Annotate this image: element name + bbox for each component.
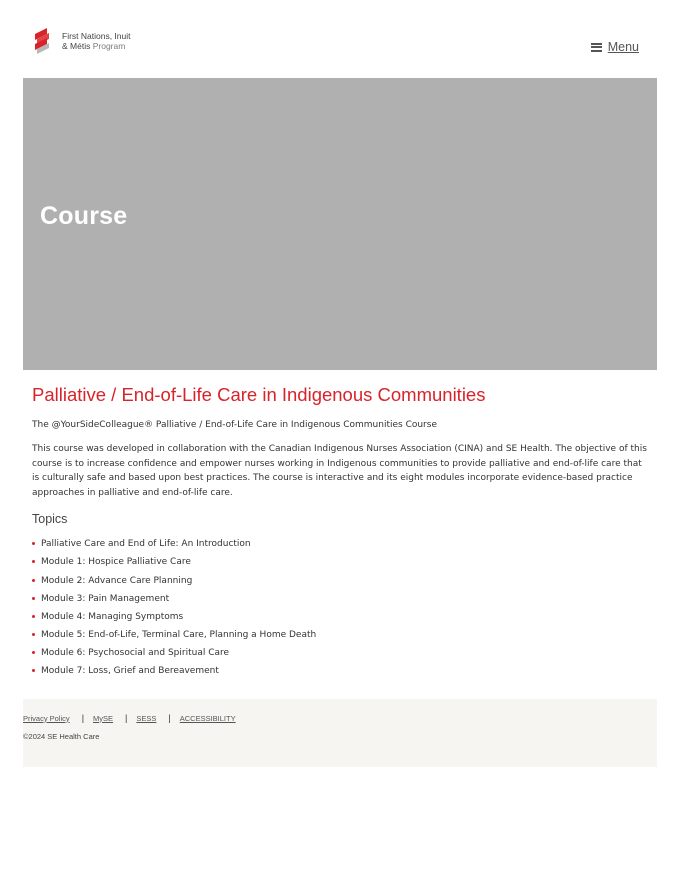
bullet-icon [32,615,35,618]
logo-line-2-accent: Program [92,41,126,51]
list-item [32,557,650,575]
bullet-icon [32,560,35,563]
myse-link[interactable]: MySE [93,713,114,723]
footer-links [23,713,236,723]
hamburger-icon [591,43,602,52]
main-content [32,384,650,684]
link-separator: | [81,713,85,723]
bullet-icon [32,542,35,545]
list-item [32,648,650,666]
topic-label: Palliative Care and End of Life: An Introduction [41,539,251,550]
bullet-icon [32,597,35,600]
copyright: ©2024 SE Health Care [23,732,100,741]
page-title: Palliative / End-of-Life Care in Indigenous Communities [32,384,486,405]
link-separator: | [125,713,128,723]
course-subtitle: The @YourSideColleague® Palliative / End-of-Life Care in Indigenous Communities Course [32,420,437,430]
list-item [32,594,650,612]
bullet-icon [32,669,35,672]
list-item [32,612,650,630]
logo-wordmark [62,31,131,51]
se-logo-icon [30,26,54,56]
topics-heading: Topics [32,512,68,527]
topic-label: Module 1: Hospice Palliative Care [41,557,191,568]
topic-label: Module 3: Pain Management [41,593,170,604]
privacy-policy-link[interactable]: Privacy Policy [23,713,70,723]
site-footer [23,699,657,767]
site-header [0,0,680,78]
logo-line-2-main: & Métis [62,41,91,51]
list-item [32,539,650,557]
logo-line-2 [62,41,131,51]
hero-title: Course [40,202,128,230]
bullet-icon [32,651,35,654]
topic-label: Module 6: Psychosocial and Spiritual Care [41,647,230,658]
menu-label: Menu [607,40,639,54]
topic-label: Module 4: Managing Symptoms [41,611,184,622]
logo-line-1: First Nations, Inuit [62,31,131,41]
hero-banner [23,78,657,370]
list-item [32,666,650,684]
bullet-icon [32,579,35,582]
link-separator: | [168,713,171,723]
program-logo[interactable] [30,26,131,56]
accessibility-link[interactable]: ACCESSIBILITY [179,713,236,723]
sess-link[interactable]: SESS [136,713,157,723]
menu-button[interactable] [591,40,639,54]
topic-label: Module 2: Advance Care Planning [41,575,193,586]
topic-label: Module 7: Loss, Grief and Bereavement [41,666,219,677]
course-description: This course was developed in collaboration with the Canadian Indigenous Nurses Association (CINA) and SE Health. The objective of this course is to increase confidence and empower nurses working in Indigenous communities to provide palliative and end-of-life care that is culturally safe and based upon best practices. The course is interactive and its eight modules incorporate evidence-based practice approaches in palliative and end-of-life care. [32,444,647,498]
topic-label: Module 5: End-of-Life, Terminal Care, Planning a Home Death [41,629,317,640]
list-item [32,630,650,648]
bullet-icon [32,633,35,636]
topics-list [32,539,650,684]
list-item [32,576,650,594]
